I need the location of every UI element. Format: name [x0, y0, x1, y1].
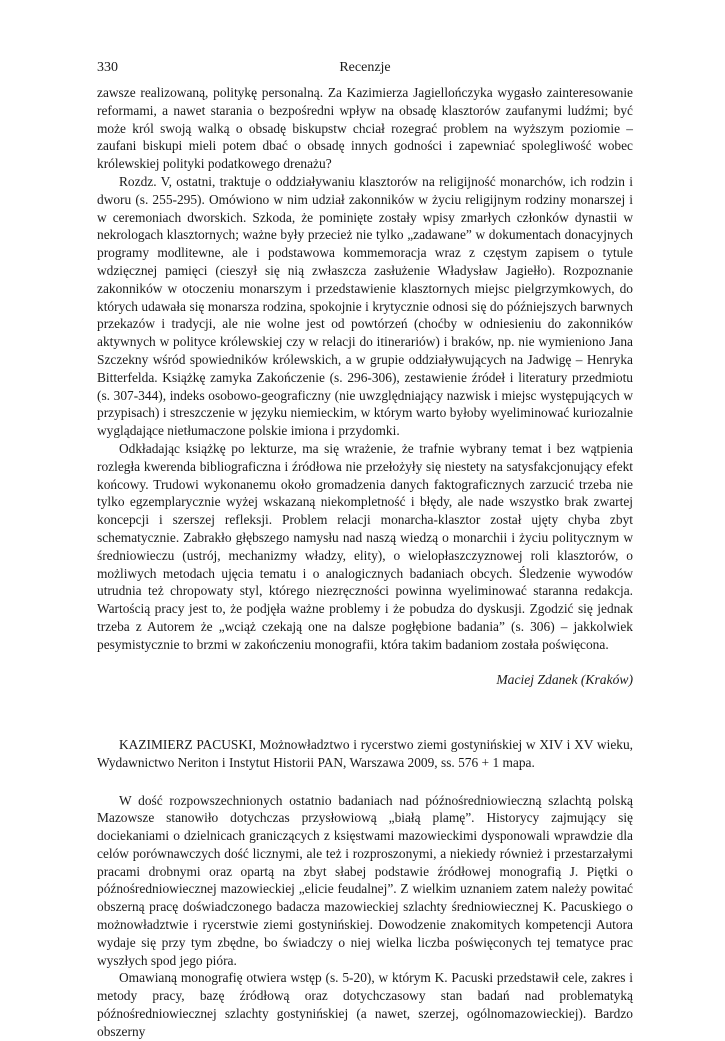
document-page [97, 60, 633, 1041]
running-head: Recenzje [339, 60, 391, 75]
review-body [97, 792, 633, 1041]
reviewer-signature: Maciej Zdanek (Kraków) [496, 671, 633, 687]
page-number: 330 [97, 60, 118, 75]
review1-paragraph-2: Rozdz. V, ostatni, traktuje o oddziaływaniu klasztorów na religijność monarchów, ich rodzin i dworu (s. 255-295). Omówiono w nim udział zakonników w życiu religijnym rodziny monarszej i w ceremoniach dworskich. Szkoda, że pominięte zostały wpisy zmarłych członków dynastii w nekrologach klasztornych; ważne były przecież nie tylko „zadawane” w dokumentach donacyjnych programy modlitewne, ale i podstawowa kommemoracja wraz z częstym zapisem o tytule wdzięcznej pamięci (cieszył się nią zwłaszcza zasłużenie Władysław Jagiełło). Rozpoznanie zakonników w otoczeniu monarszym i przedstawienie klasztornych miejsc pielgrzymkowych, do których udawała się monarsza rodzina, spokojnie i krytycznie odnosi się do późniejszych barwnych przekazów i tradycji, ale nie wolne jest od powtórzeń (choćby w odniesieniu do zakonników aktywnych w polityce królewskiej czy w relacji do itinerariów) i braków, np. nie wymieniono Jana Szczekny wśród spowiedników królewskich, a w grupie oddziaływujących na Jadwigę – Henryka Bitterfelda. Książkę zamyka Zakończenie (s. 296-306), zestawienie źródeł i literatury przedmiotu (s. 307-344), indeks osobowo-geograficzny (nie uwzględniający nazwisk i miejsc występujących w przypisach) i streszczenie w języku niemieckim, w którym warto byłoby wyeliminować kuriozalnie wyglądające nietłumaczone polskie imiona i przydomki. [97, 173, 633, 439]
review-continuation [97, 84, 633, 689]
book-citation: KAZIMIERZ PACUSKI, Możnowładztwo i rycerstwo ziemi gostynińskiej w XIV i XV wieku, Wydawnictwo Neriton i Instytut Historii PAN, Warszawa 2009, ss. 576 + 1 mapa. [97, 736, 633, 770]
review1-paragraph-3: Odkładając książkę po lekturze, ma się wrażenie, że trafnie wybrany temat i bez wątpienia rozległa kwerenda bibliograficzna i źródłowa nie przełożyły się niestety na satysfakcjonujący efekt końcowy. Trudowi wykonanemu około gromadzenia danych faktograficznych zarzucić trzeba nie tylko egzemplarycznie wyżej wskazaną niekompletność i błędy, ale nade wszystko brak zwartej koncepcji i szerszej refleksji. Problem relacji monarcha-klasztor został ujęty chyba zbyt schematycznie. Zabrakło głębszego namysłu nad naszą wiedzą o monarchii i życiu politycznym w średniowieczu (ustrój, mechanizmy władzy, elity), o wielopłaszczyznowej roli klasztorów, o możliwych metodach ujęcia tematu i o analogicznych badaniach obcych. Śledzenie wywodów utrudnia też chropowaty styl, którego niezręczności powinna wyeliminować staranna redakcja. Wartością pracy jest to, że podjęła ważne problemy i że pobudza do dyskusji. Zgodzić się jednak trzeba z Autorem że „wciąż czekają one na dalsze pogłębione badania” (s. 306) – jakkolwiek pesymistycznie to brzmi w zakończeniu monografii, która takim badaniom została poświęcona. [97, 440, 633, 652]
review2-paragraph-2: Omawianą monografię otwiera wstęp (s. 5-20), w którym K. Pacuski przedstawił cele, zakres i metody pracy, bazę źródłową oraz dotychczasowy stan badań nad problematyką późnośredniowiecznej szlachty gostynińskiej (a nawet, szerzej, ogólnomazowieckiej). Bardzo obszerny [97, 970, 633, 1039]
review2-paragraph-1: W dość rozpowszechnionych ostatnio badaniach nad późnośredniowieczną szlachtą polską Mazowsze stanowiło dotychczas przysłowiową „białą plamę”. Historycy zajmujący się dociekaniami o dzielnicach graniczących z księstwami mazowieckimi dysponowali wprawdzie dla celów porównawczych dość licznymi, ale też i rozproszonymi, a niekiedy również i przestarzałymi pracami drobnymi oraz opartą na zbyt słabej podstawie źródłowej monografią J. Piętki o późnośredniowiecznej mazowieckiej „elicie feudalnej”. Z wielkim uznaniem zatem należy powitać obszerną pracę doświadczonego badacza mazowieckiej szlachty średniowiecznej K. Pacuskiego o możnowładztwie i rycerstwie ziemi gostynińskiej. Dowodzenie znakomitych kompetencji Autora wydaje się przy tym zbędne, bo świadczy o niej wielka liczba poświęconych tej tematyce prac wyszłych spod jego pióra. [97, 792, 633, 968]
review1-paragraph-1: zawsze realizowaną, politykę personalną. Za Kazimierza Jagiellończyka wygasło zainteresowanie reformami, a nawet starania o bezpośredni wpływ na obsadę klasztorów zaufanymi ludźmi; być może król swoją walką o obsadę biskupstw chciał rozegrać problem na wyższym poziomie – zaufani biskupi mieli potem dbać o obsadę innych godności i zapewniać spolegliwość wobec królewskiej polityki podatkowego drenażu? [97, 85, 633, 172]
page-header [97, 60, 633, 84]
